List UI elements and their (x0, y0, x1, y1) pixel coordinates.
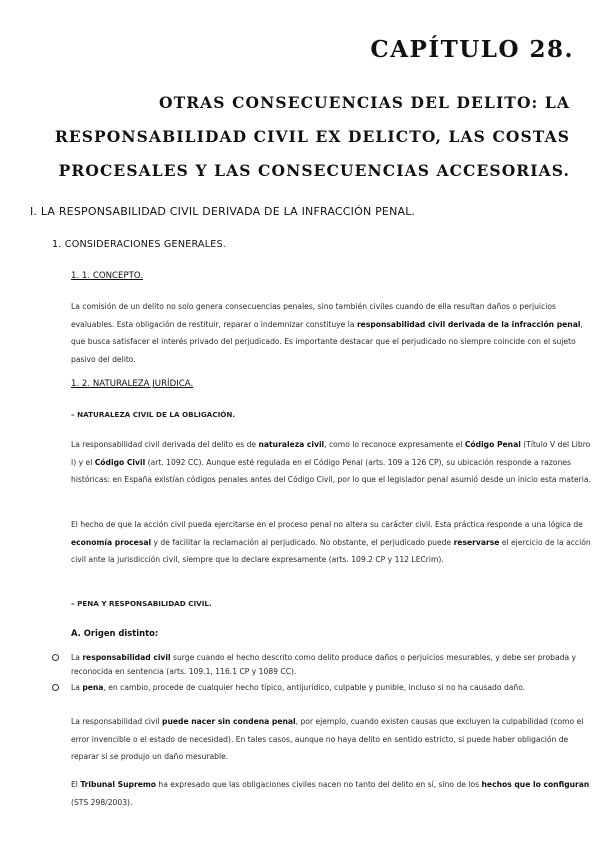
emphasis-text: puede nacer sin condena penal (162, 717, 296, 726)
chapter-subtitle-line-1: OTRAS CONSECUENCIAS DEL DELITO: LA (158, 93, 570, 112)
chapter-subtitle-line-3: PROCESALES Y LAS CONSECUENCIAS ACCESORIAS. (58, 161, 570, 180)
text-run: La (71, 683, 83, 692)
text-run: el ejercicio de la acción civil ante la jurisdicción civil, siempre que lo declare expresamente (arts. 109.2 CP y 112 LECrim). (71, 537, 591, 564)
naturaleza-civil-subheading: – NATURALEZA CIVIL DE LA OBLIGACIÓN. (71, 410, 236, 419)
text-run: La comisión de un delito no solo genera consecuencias penales, sino también civiles cuando de ella resultan daños o perjuicios evaluables. Esta obligación de restituir, reparar o indemnizar constituye la (71, 302, 556, 329)
text-run: y de facilitar la reclamación al perjudicado. No obstante, el perjudicado puede (151, 537, 454, 547)
section-heading: I. LA RESPONSABILIDAD CIVIL DERIVADA DE LA INFRACCIÓN PENAL. (30, 205, 416, 218)
naturaleza-paragraph-2 (71, 516, 593, 569)
text-run: (art. 1092 CC). Aunque esté regulada en el Código Penal (arts. 109 a 126 CP), su ubicación responde a razones históricas: en España existían códigos penales antes del Código Civil, por lo que el legislador penal asumió desde un inicio esta materia. (71, 457, 591, 484)
naturaleza-paragraph-4 (71, 776, 593, 811)
emphasis-text: Tribunal Supremo (80, 780, 156, 789)
chapter-subtitle-line-2: RESPONSABILIDAD CIVIL EX DELICTO, LAS COSTAS (54, 127, 570, 146)
text-run: (Título V del Libro I) y el (71, 440, 591, 467)
naturaleza-heading: 1. 2. NATURALEZA JURÍDICA. (71, 379, 194, 389)
circle-bullet-icon (52, 654, 59, 661)
circle-bullet-icon (52, 684, 59, 691)
emphasis-text: reservarse (453, 537, 500, 547)
text-run: , que busca satisfacer el interés privado del perjudicado. Es importante destacar que el perjudicado no siempre coincide con el sujeto pasivo del delito. (71, 319, 583, 364)
text-run: , en cambio, procede de cualquier hecho típico, antijurídico, culpable y punible, incluso si no ha causado daño. (103, 683, 526, 692)
text-run: El hecho de que la acción civil pueda ejercitarse en el proceso penal no altera su carácter civil. Esta práctica responde a una lógica de (71, 520, 583, 529)
emphasis-text: economía procesal (71, 537, 152, 547)
emphasis-text: hechos que lo configuran (481, 780, 590, 789)
emphasis-text: naturaleza civil (258, 440, 325, 449)
text-run: , por ejemplo, cuando existen causas que excluyen la culpabilidad (como el error invencible o el estado de necesidad). En tales casos, aunque no haya delito en sentido estricto, si puede haber obligación de reparar si se produjo un daño mesurable. (71, 717, 584, 761)
emphasis-text: Código Penal (464, 440, 521, 449)
text-run: surge cuando el hecho descrito como delito produce daños o perjuicios mesurables, y debe ser probada y reconocida en sentencia (arts. 109.1, 116.1 CP y 1089 CC). (71, 653, 577, 676)
text-run: (STS 298/2003). (71, 797, 133, 807)
concepto-heading: 1. 1. CONCEPTO. (71, 271, 144, 281)
chapter-title: CAPÍTULO 28. (370, 36, 574, 63)
emphasis-text: responsabilidad civil derivada de la infracción penal (356, 319, 581, 329)
emphasis-text: pena (82, 683, 104, 692)
bullet-item (52, 681, 597, 695)
text-run: El (71, 780, 81, 789)
text-run: La (71, 653, 83, 662)
text-run: , como lo reconoce expresamente el (324, 440, 465, 449)
emphasis-text: responsabilidad civil (82, 653, 171, 662)
pena-subheading: – PENA Y RESPONSABILIDAD CIVIL. (71, 599, 212, 608)
text-run: La responsabilidad civil derivada del delito es de (71, 440, 259, 449)
naturaleza-paragraph-1 (71, 436, 593, 489)
concepto-paragraph (71, 298, 593, 368)
text-run: ha expresado que las obligaciones civiles nacen no tanto del delito en sí, sino de los (155, 780, 482, 789)
bullet-list (52, 651, 597, 697)
origen-distinto-heading: A. Origen distinto: (71, 628, 159, 638)
naturaleza-paragraph-3 (71, 713, 593, 766)
bullet-item (52, 651, 597, 679)
emphasis-text: Código Civil (94, 457, 146, 467)
text-run: La responsabilidad civil (71, 717, 163, 726)
subsection-heading: 1. CONSIDERACIONES GENERALES. (52, 239, 227, 250)
